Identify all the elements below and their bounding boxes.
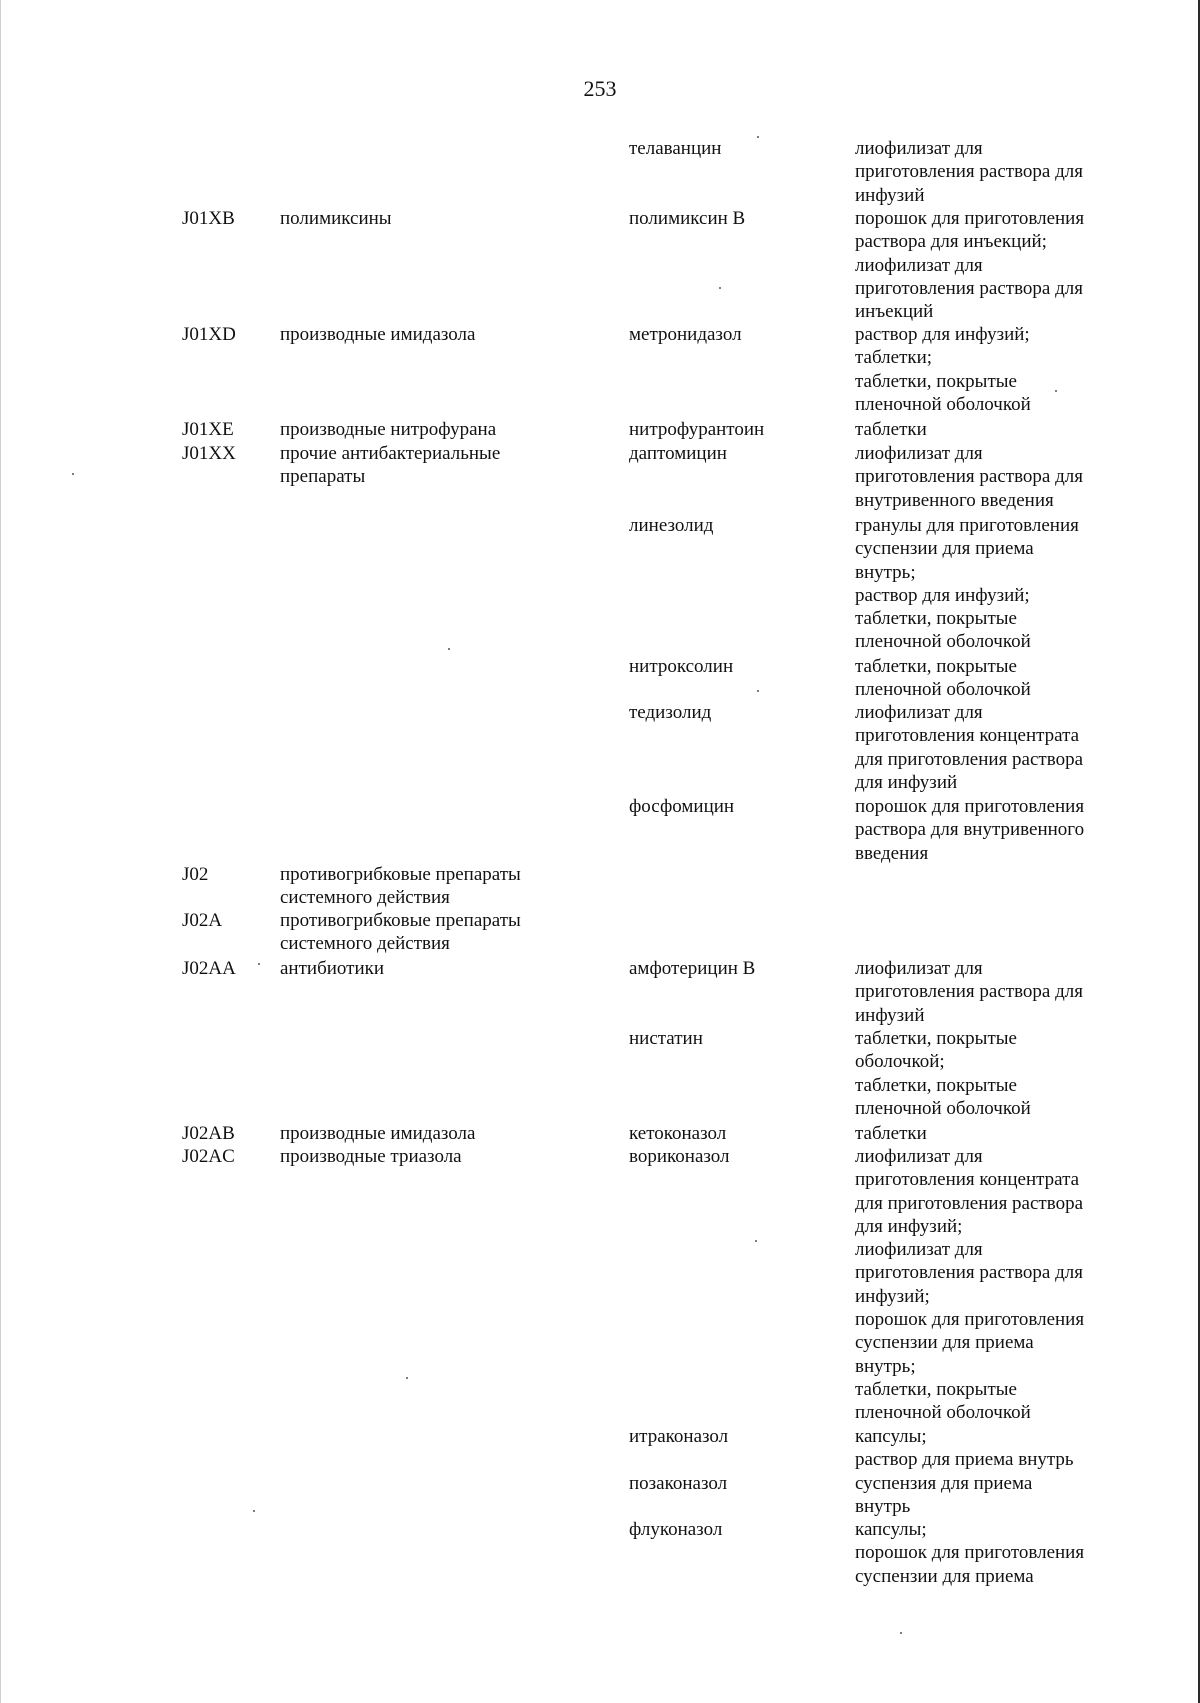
dosage-forms-line: порошок для приготовления — [855, 1309, 1085, 1331]
group-name — [280, 863, 521, 910]
dosage-forms-line: пленочной оболочкой — [855, 393, 1031, 415]
group-name-line: системного действия — [280, 933, 450, 955]
dosage-forms-line: введения — [855, 842, 929, 864]
dosage-forms-line: пленочной оболочкой — [855, 679, 1031, 701]
group-name — [280, 909, 521, 956]
dosage-forms-line: таблетки, покрытые — [855, 1074, 1017, 1096]
drug-name: амфотерицин В — [629, 958, 756, 979]
atc-code: J02AA — [182, 958, 236, 979]
atc-code: J01XB — [182, 208, 235, 229]
scan-speck — [1055, 390, 1057, 392]
scan-speck — [757, 136, 759, 138]
group-name-line: препараты — [280, 466, 366, 488]
dosage-forms-line: лиофилизат для — [855, 138, 983, 159]
dosage-forms-line: раствор для инфузий; — [855, 584, 1030, 606]
group-name — [280, 1122, 475, 1145]
dosage-forms-line: таблетки — [855, 1123, 927, 1144]
group-name — [280, 957, 384, 980]
dosage-forms-line: таблетки, покрытые — [855, 370, 1017, 392]
dosage-forms — [855, 1027, 1031, 1120]
drug-name: нитрофурантоин — [629, 419, 765, 440]
drug-name: телаванцин — [629, 138, 722, 159]
dosage-forms — [855, 137, 1083, 207]
group-name-line: противогрибковые препараты — [280, 864, 521, 885]
group-name-line: системного действия — [280, 887, 450, 909]
dosage-forms-line: суспензии для приема — [855, 1565, 1034, 1587]
drug-name: итраконазол — [629, 1426, 729, 1447]
dosage-forms-line: пленочной оболочкой — [855, 631, 1031, 653]
page-number: 253 — [583, 76, 617, 101]
dosage-forms-line: раствора для инъекций; — [855, 231, 1047, 253]
drug-name: линезолид — [629, 515, 714, 536]
group-name-line: производные нитрофурана — [280, 419, 497, 440]
dosage-forms-line: порошок для приготовления — [855, 208, 1085, 229]
atc-code: J02 — [182, 864, 209, 885]
scan-speck — [448, 648, 450, 650]
drug-name: нитроксолин — [629, 656, 734, 677]
group-name-line: антибиотики — [280, 958, 385, 979]
dosage-forms-line: лиофилизат для — [855, 702, 983, 723]
dosage-forms-line: таблетки, покрытые — [855, 1378, 1017, 1400]
group-name-line: производные имидазола — [280, 1123, 476, 1144]
drug-name: вориконазол — [629, 1146, 730, 1167]
dosage-forms-line: приготовления раствора для — [855, 277, 1083, 299]
dosage-forms — [855, 418, 927, 441]
dosage-forms-line: для инфузий; — [855, 1215, 963, 1237]
dosage-forms — [855, 514, 1079, 654]
dosage-forms-line: раствор для инфузий; — [855, 324, 1030, 345]
group-name-line: полимиксины — [280, 208, 392, 229]
dosage-forms-line: для инфузий — [855, 771, 958, 793]
dosage-forms-line: приготовления раствора для — [855, 466, 1083, 488]
dosage-forms-line: приготовления концентрата — [855, 1169, 1080, 1191]
dosage-forms-line: приготовления раствора для — [855, 1262, 1083, 1284]
scan-speck — [755, 1240, 757, 1242]
dosage-forms-line: для приготовления раствора — [855, 748, 1083, 770]
dosage-forms — [855, 655, 1031, 702]
dosage-forms-line: оболочкой; — [855, 1051, 945, 1073]
drug-name: полимиксин В — [629, 208, 746, 229]
group-name — [280, 442, 500, 489]
dosage-forms-line: лиофилизат для — [855, 443, 983, 464]
group-name-line: производные триазола — [280, 1146, 462, 1167]
dosage-forms-line: приготовления концентрата — [855, 725, 1080, 747]
dosage-forms-line: порошок для приготовления — [855, 1542, 1085, 1564]
dosage-forms-line: приготовления раствора для — [855, 161, 1083, 183]
scan-speck — [406, 1377, 408, 1379]
drug-name: тедизолид — [629, 702, 712, 723]
scan-speck — [72, 473, 74, 475]
scan-speck — [900, 1632, 902, 1634]
drug-name: кетоконазол — [629, 1123, 727, 1144]
drug-name: флуконазол — [629, 1519, 723, 1540]
dosage-forms-line: суспензии для приема — [855, 1332, 1034, 1354]
dosage-forms-line: капсулы; — [855, 1426, 927, 1447]
dosage-forms-line: порошок для приготовления — [855, 796, 1085, 817]
dosage-forms-line: лиофилизат для — [855, 1239, 983, 1261]
dosage-forms-line: таблетки — [855, 419, 927, 440]
dosage-forms-line: раствора для внутривенного — [855, 819, 1085, 841]
dosage-forms-line: инфузий — [855, 1004, 925, 1026]
scan-speck — [258, 963, 260, 965]
dosage-forms-line: суспензия для приема — [855, 1473, 1033, 1494]
dosage-forms — [855, 1518, 1084, 1588]
dosage-forms-line: лиофилизат для — [855, 1146, 983, 1167]
dosage-forms-line: лиофилизат для — [855, 254, 983, 276]
dosage-forms-line: таблетки, покрытые — [855, 608, 1017, 630]
dosage-forms-line: суспензии для приема — [855, 538, 1034, 560]
dosage-forms — [855, 323, 1031, 416]
dosage-forms-line: инъекций — [855, 301, 934, 323]
dosage-forms — [855, 1472, 1032, 1519]
atc-code: J02AC — [182, 1146, 235, 1167]
dosage-forms — [855, 1122, 927, 1145]
atc-code: J02AB — [182, 1123, 235, 1144]
dosage-forms — [855, 207, 1084, 323]
drug-name: даптомицин — [629, 443, 727, 464]
dosage-forms-line: таблетки, покрытые — [855, 656, 1017, 677]
dosage-forms-line: внутрь; — [855, 561, 916, 583]
atc-code: J01XD — [182, 324, 236, 345]
scan-speck — [253, 1510, 255, 1512]
scan-speck — [719, 287, 721, 289]
dosage-forms-line: инфузий — [855, 184, 925, 206]
group-name — [280, 418, 496, 441]
dosage-forms-line: пленочной оболочкой — [855, 1097, 1031, 1119]
dosage-forms-line: внутрь; — [855, 1355, 916, 1377]
atc-code: J02A — [182, 910, 223, 931]
scan-speck — [757, 690, 759, 692]
dosage-forms-line: для приготовления раствора — [855, 1192, 1083, 1214]
group-name-line: производные имидазола — [280, 324, 476, 345]
dosage-forms-line: внутрь — [855, 1496, 911, 1518]
drug-name: фосфомицин — [629, 796, 735, 817]
group-name — [280, 323, 475, 346]
group-name-line: противогрибковые препараты — [280, 910, 521, 931]
dosage-forms-line: таблетки; — [855, 347, 933, 369]
dosage-forms-line: раствор для приема внутрь — [855, 1449, 1074, 1471]
atc-code: J01XE — [182, 419, 234, 440]
drug-name: нистатин — [629, 1028, 703, 1049]
scan-left-edge — [0, 0, 1, 1703]
dosage-forms — [855, 957, 1083, 1027]
dosage-forms — [855, 1425, 1074, 1472]
dosage-forms-line: лиофилизат для — [855, 958, 983, 979]
dosage-forms — [855, 1145, 1084, 1425]
dosage-forms-line: пленочной оболочкой — [855, 1402, 1031, 1424]
drug-name: метронидазол — [629, 324, 742, 345]
dosage-forms-line: внутривенного введения — [855, 489, 1054, 511]
dosage-forms — [855, 701, 1083, 794]
group-name-line: прочие антибактериальные — [280, 443, 501, 464]
dosage-forms-line: инфузий; — [855, 1285, 930, 1307]
atc-code: J01XX — [182, 443, 236, 464]
dosage-forms-line: приготовления раствора для — [855, 981, 1083, 1003]
dosage-forms — [855, 442, 1083, 512]
dosage-forms-line: таблетки, покрытые — [855, 1028, 1017, 1049]
dosage-forms-line: капсулы; — [855, 1519, 927, 1540]
group-name — [280, 207, 392, 230]
dosage-forms-line: гранулы для приготовления — [855, 515, 1079, 536]
dosage-forms — [855, 795, 1084, 865]
drug-name: позаконазол — [629, 1473, 728, 1494]
group-name — [280, 1145, 462, 1168]
